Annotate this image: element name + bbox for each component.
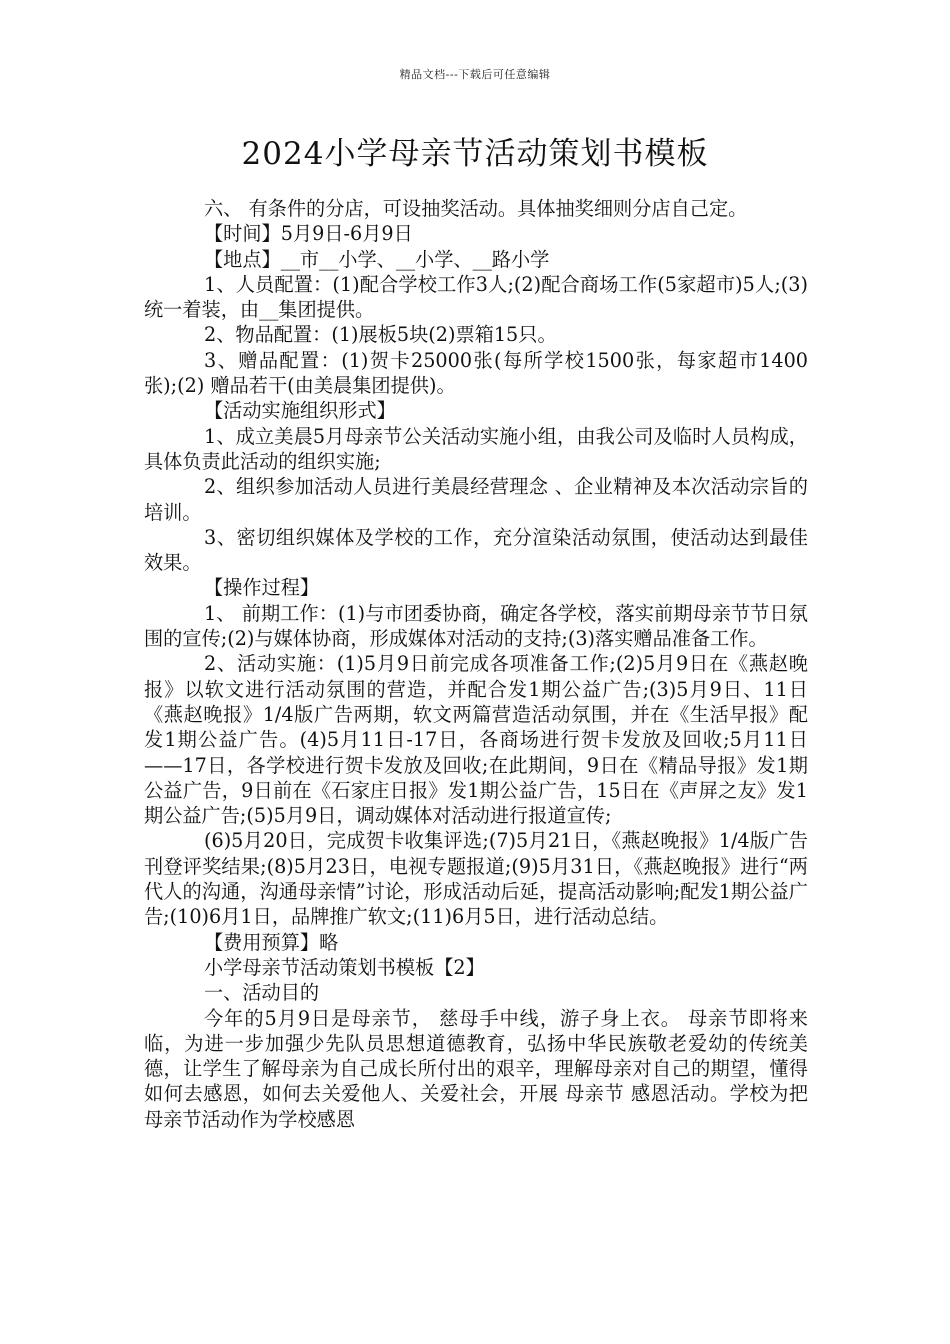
paragraph: (6)5月20日，完成贺卡收集评选;(7)5月21日，《燕赵晚报》1/4版广告刊登评奖结果;(8)5月23日，电视专题报道;(9)5月31日，《燕赵晚报》进行“两代人的沟通，沟通母亲情”讨论，形成活动后延，提高活动影响;配发1期公益广告;(10)6月1日，品牌推广软文;(11)6月5日，进行活动总结。	[144, 829, 808, 929]
paragraph: 1、成立美晨5月母亲节公关活动实施小组，由我公司及临时人员构成，具体负责此活动的组织实施;	[144, 424, 808, 473]
paragraph: 3、赠品配置：(1)贺卡25000张(每所学校1500张，每家超市1400 张);(2) 赠品若干(由美晨集团提供)。	[144, 348, 808, 398]
paragraph: 1、人员配置：(1)配合学校工作3人;(2)配合商场工作(5家超市)5人;(3)统一着装，由__集团提供。	[144, 272, 808, 322]
section-heading: 一、活动目的	[204, 981, 320, 1005]
paragraph: 2、物品配置：(1)展板5块(2)票箱15只。	[204, 323, 557, 347]
paragraph: 六、 有条件的分店，可设抽奖活动。具体抽奖细则分店自己定。	[204, 197, 748, 220]
paragraph: 1、 前期工作：(1)与市团委协商，确定各学校，落实前期母亲节节日氛围的宣传;(2)与媒体协商，形成媒体对活动的支持;(3)落实赠品准备工作。	[144, 601, 808, 651]
paragraph: 今年的5月9日是母亲节， 慈母手中线，游子身上衣。 母亲节即将来临，为进一步加强少先队员思想道德教育，弘扬中华民族敬老爱幼的传统美德，让学生了解母亲为自己成长所付出的艰辛，理解母亲对自己的期望，懂得如何去感恩，如何去关爱他人、关爱社会，开展 母亲节 感恩活动。学校为把母亲节活动作为学校感恩	[144, 1006, 808, 1131]
document-body	[144, 196, 808, 1132]
section-heading: 【操作过程】	[204, 576, 320, 600]
paragraph: 2、组织参加活动人员进行美晨经营理念 、企业精神及本次活动宗旨的培训。	[144, 475, 808, 524]
paragraph: 3、密切组织媒体及学校的工作，充分渲染活动氛围，使活动达到最佳效果。	[144, 525, 808, 575]
document-title: 2024小学母亲节活动策划书模板	[241, 136, 709, 172]
subtitle: 小学母亲节活动策划书模板【2】	[204, 955, 485, 979]
section-heading: 【活动实施组织形式】	[204, 399, 396, 423]
paragraph: 【地点】__市__小学、__小学、__路小学	[204, 247, 550, 271]
header-note: 精品文档---下载后可任意编辑	[399, 68, 551, 81]
section-heading: 【费用预算】略	[204, 930, 339, 954]
paragraph: 2、活动实施：(1)5月9日前完成各项准备工作;(2)5月9日在《燕赵晚报》以软文进行活动氛围的营造，并配合发1期公益广告;(3)5月9日、11日《燕赵晚报》1/4版广告两期，软文两篇营造活动氛围，并在《生活早报》配发1期公益广告。(4)5月11日-17日，各商场进行贺卡发放及回收;5月11日——17日，各学校进行贺卡发放及回收;在此期间，9日在《精品导报》发1期公益广告，9日前在《石家庄日报》发1期公益广告，15日在《声屏之友》发1期公益广告;(5)5月9日，调动媒体对活动进行报道宣传;	[144, 652, 808, 828]
paragraph: 【时间】5月9日-6月9日	[204, 222, 413, 246]
